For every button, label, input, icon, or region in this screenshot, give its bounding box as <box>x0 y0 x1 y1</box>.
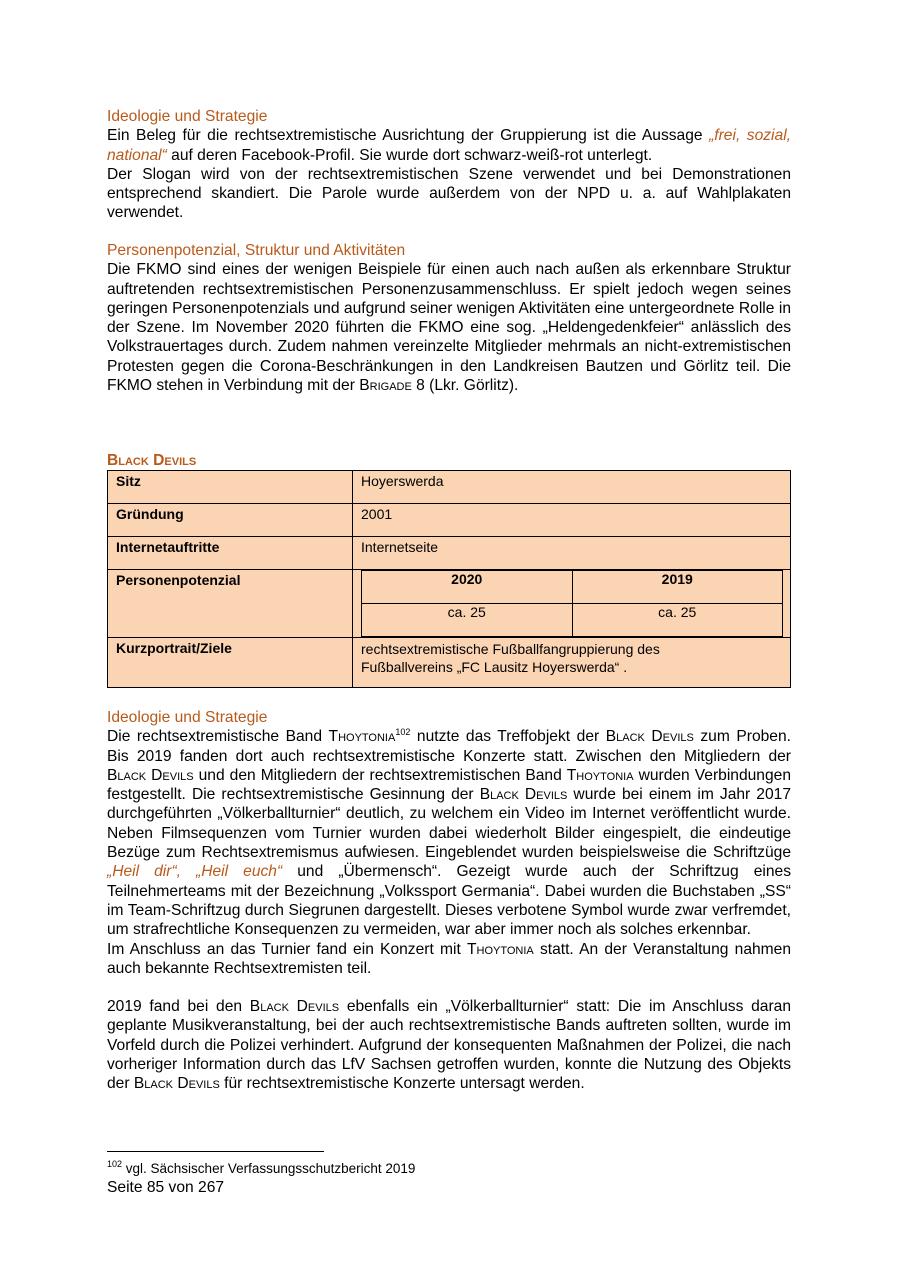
paragraph: Der Slogan wird von der rechtsextremistischen Szene verwendet und bei Demonstrationen entsprechend skandiert. Die Parole wurde außerdem von der NPD u. a. auf Wahlplakaten verwendet. <box>107 165 791 222</box>
row-value: Internetseite <box>353 537 791 570</box>
row-label: Sitz <box>108 471 353 504</box>
slogan-quote: „frei, sozial, national“ <box>107 127 791 164</box>
section-ideologie-1 <box>107 107 791 223</box>
paragraph: Ein Beleg für die rechtsextremistische Ausrichtung der Gruppierung ist die Aussage „frei, sozial, national“ auf deren Facebook-Profil. Sie wurde dort schwarz-weiß-rot unterlegt. <box>107 127 791 164</box>
page-number: Seite 85 von 267 <box>107 1179 225 1196</box>
table-row <box>108 471 791 504</box>
table-row <box>108 537 791 570</box>
paragraph: Im Anschluss an das Turnier fand ein Konzert mit Thoytonia statt. An der Veranstaltung nahmen auch bekannte Rechtsextremisten teil. <box>107 940 791 977</box>
footnote: $^{102}$ vgl. Sächsischer Verfassungsschutzbericht 2019 <box>107 1159 416 1176</box>
org-title: Black Devils <box>107 452 197 469</box>
table-row <box>108 504 791 537</box>
org-info-table <box>107 470 791 688</box>
paragraph: Die FKMO sind eines der wenigen Beispiele für einen auch nach außen als erkennbare Struktur auftretenden rechtsextremistischen Personenzusammenschluss. Er spielt jedoch wegen seines geringen Personenpotenzials und aufgrund seiner wenigen Aktivitäten eine untergeordnete Rolle in der Szene. Im November 2020 führten die FKMO eine sog. „Heldengedenkfeier“ anlässlich des Volkstrauertages durch. Zudem nahmen vereinzelte Mitglieder mehrmals an nicht-extremistischen Protesten gegen die Corona-Beschränkungen in den Landkreisen Bautzen und Görlitz teil. Die FKMO stehen in Verbindung mit der Brigade 8 (Lkr. Görlitz). <box>107 261 791 395</box>
section-heading: Personenpotenzial, Struktur und Aktivitäten <box>107 242 406 259</box>
count-2020: ca. 25 <box>362 604 573 637</box>
row-label: Gründung <box>108 504 353 537</box>
row-value: 2001 <box>353 504 791 537</box>
org-profile <box>107 451 791 688</box>
personen-table <box>361 570 783 637</box>
year-2019: 2019 <box>572 571 783 604</box>
section-heading: Ideologie und Strategie <box>107 709 268 726</box>
row-value <box>353 570 791 638</box>
row-value: Hoyerswerda <box>353 471 791 504</box>
footnote-separator <box>107 1151 324 1152</box>
table-row <box>108 570 791 638</box>
footnote-ref: 102 <box>395 727 411 738</box>
section-heading: Ideologie und Strategie <box>107 108 268 125</box>
slogan-quote: „Heil dir“, „Heil euch“ <box>107 863 283 881</box>
row-label: Internetauftritte <box>108 537 353 570</box>
counts-row <box>362 604 783 637</box>
row-label: Kurzportrait/Ziele <box>108 638 353 688</box>
year-2020: 2020 <box>362 571 573 604</box>
paragraph: Die rechtsextremistische Band Thoytonia$^{102}$ nutzte das Treffobjekt der Black Devils zum Proben. Bis 2019 fanden dort auch rechtsextremistische Konzerte statt. Zwischen den Mitgliedern der Black Devils und den Mitgliedern der rechtsextremistischen Band Thoytonia wurden Verbindungen festgestellt. Die rechtsextremistische Gesinnung der Black Devils wurde bei einem im Jahr 2017 durchgeführten „Völkerballturnier“ deutlich, zu welchem ein Video im Internet veröffentlicht wurde. Neben Filmsequenzen vom Turnier wurden dabei wiederholt Bilder eingespielt, die eindeutige Bezüge zum Rechtsextremismus aufwiesen. Eingeblendet wurden beispielsweise die Schriftzüge „Heil dir“, „Heil euch“ und „Übermensch“. Gezeigt wurde auch der Schriftzug eines Teilnehmerteams mit der Bezeichnung „Volkssport Germania“. Dabei wurden die Buchstaben „SS“ im Team-Schriftzug durch Siegrunen dargestellt. Dieses verbotene Symbol wurde zwar verfremdet, um strafrechtliche Konsequenzen zu vermeiden, war aber immer noch als solches erkennbar. <box>107 727 791 939</box>
table-row <box>108 638 791 688</box>
section-personenpotenzial <box>107 241 791 395</box>
section-ideologie-2 <box>107 708 791 1094</box>
row-value: rechtsextremistische Fußballfangruppierung des Fußballvereins „FC Lausitz Hoyerswerda“ . <box>353 638 791 688</box>
years-row <box>362 571 783 604</box>
count-2019: ca. 25 <box>572 604 783 637</box>
row-label: Personenpotenzial <box>108 570 353 638</box>
paragraph: 2019 fand bei den Black Devils ebenfalls ein „Völkerballturnier“ statt: Die im Anschluss daran geplante Musikveranstaltung, bei der auch rechtsextremistische Bands auftreten sollten, wurde im Vorfeld durch die Polizei verhindert. Aufgrund der konsequenten Maßnahmen der Polizei, die nach vorheriger Information durch das LfV Sachsen getroffen wurden, konnte die Nutzung des Objekts der Black Devils für rechtsextremistische Konzerte untersagt werden. <box>107 998 791 1093</box>
